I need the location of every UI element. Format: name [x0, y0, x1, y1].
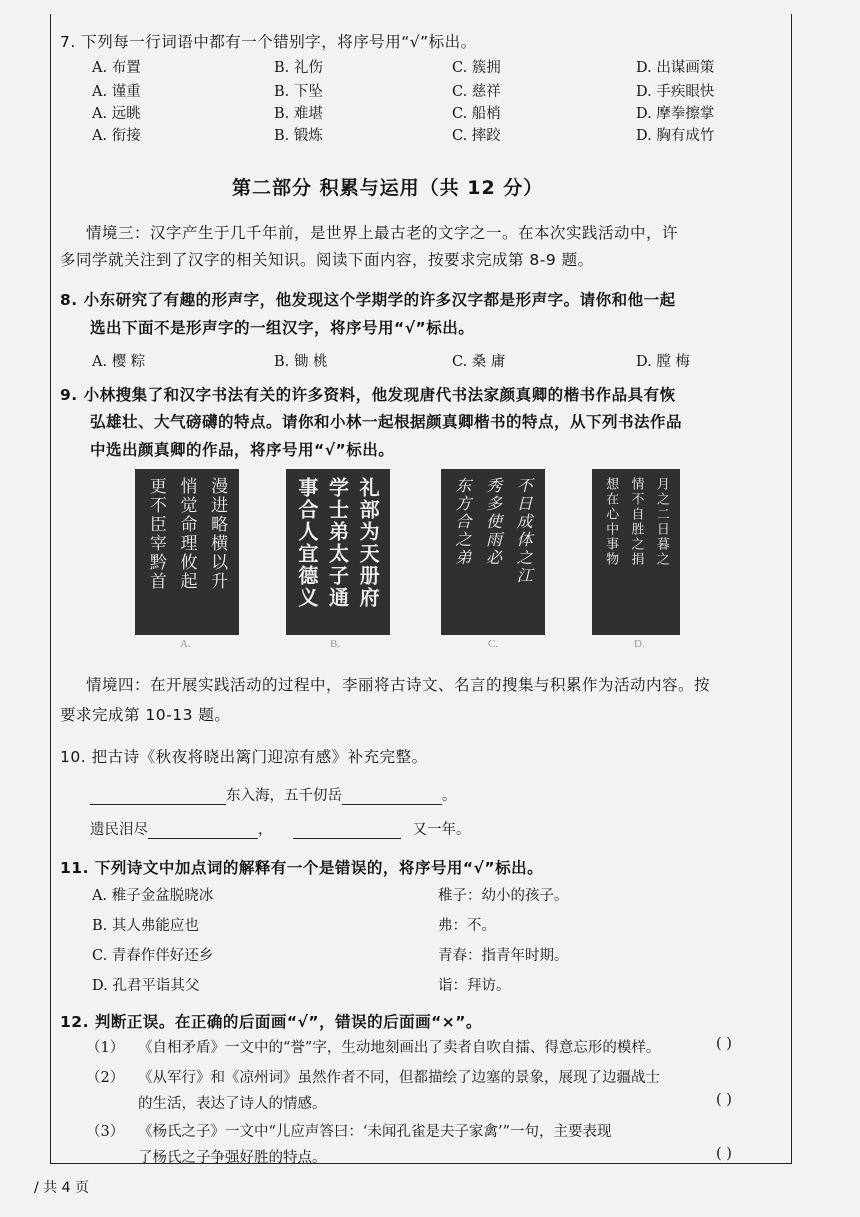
q11-item-a: A. 稚子金盆脱晓冰 — [92, 888, 214, 904]
q7-r2-d: D. 手疾眼快 — [636, 84, 715, 100]
calligraphy-b-col1: 礼部为天册府 — [356, 477, 381, 609]
q12-item1-num: （1） — [86, 1040, 125, 1056]
section-title: 第二部分 积累与运用（共 12 分） — [232, 177, 544, 199]
calligraphy-label-a: A. — [180, 638, 191, 650]
q8-option-c: C. 桑 庸 — [452, 354, 506, 370]
q12-item3-line1: 《杨氏之子》一文中“儿应声答曰：‘未闻孔雀是夫子家禽’”一句，主要表现 — [138, 1124, 612, 1140]
q12-item2-line1: 《从军行》和《凉州词》虽然作者不同，但都描绘了边塞的景象，展现了边疆战士 — [138, 1070, 660, 1086]
context4-line1: 情境四：在开展实践活动的过程中，李丽将古诗文、名言的搜集与积累作为活动内容。按 — [86, 676, 711, 694]
q9-stem-line2: 弘雄壮、大气磅礴的特点。请你和小林一起根据颜真卿楷书的特点，从下列书法作品 — [90, 413, 683, 431]
q7-stem: 7. 下列每一行词语中都有一个错别字，将序号用“√”标出。 — [60, 33, 477, 51]
q8-option-a: A. 樱 粽 — [92, 354, 146, 370]
calligraphy-d-col3: 想在心中事物 — [603, 477, 619, 567]
q7-r1-d: D. 出谋画策 — [636, 60, 715, 76]
calligraphy-a-col2: 悄觉命理攸起 — [176, 477, 197, 591]
q9-stem-line1: 9. 小林搜集了和汉字书法有关的许多资料，他发现唐代书法家颜真卿的楷书作品具有恢 — [60, 386, 676, 404]
q7-r3-c: C. 船梢 — [452, 106, 501, 122]
q8-stem-line2: 选出下面不是形声字的一组汉字，将序号用“√”标出。 — [90, 319, 475, 337]
q7-r3-a: A. 远眺 — [92, 106, 141, 122]
calligraphy-c-col3: 东方合之弟 — [452, 477, 472, 567]
page-footer: / 共 4 页 — [34, 1180, 89, 1196]
q10-line1-end: 。 — [442, 788, 457, 804]
q7-r4-d: D. 胸有成竹 — [636, 128, 715, 144]
q11-item-b-explain: 弗：不。 — [438, 918, 496, 934]
q12-item3-num: （3） — [86, 1124, 125, 1140]
q11-stem: 11. 下列诗文中加点词的解释有一个是错误的，将序号用“√”标出。 — [60, 859, 544, 877]
q11-item-d-explain: 诣：拜访。 — [438, 978, 511, 994]
q11-item-a-explain: 稚子：幼小的孩子。 — [438, 888, 569, 904]
q11-item-d: D. 孔君平诣其父 — [92, 978, 200, 994]
calligraphy-b-col3: 事合人宜德义 — [294, 477, 319, 609]
q7-r3-b: B. 难堪 — [274, 106, 323, 122]
calligraphy-image-a — [135, 469, 239, 635]
calligraphy-a-col1: 漫进略横以升 — [207, 477, 228, 591]
context3-line2: 多同学就关注到了汉字的相关知识。阅读下面内容，按要求完成第 8-9 题。 — [60, 251, 594, 269]
q9-stem-line3: 中选出颜真卿的作品，将序号用“√”标出。 — [90, 441, 395, 459]
q10-line2-end: 又一年。 — [412, 822, 471, 838]
q12-item2-num: （2） — [86, 1070, 125, 1086]
q10-blank-1[interactable] — [90, 790, 226, 805]
q7-r2-c: C. 慈祥 — [452, 84, 501, 100]
q12-item2-answer[interactable]: ( ) — [716, 1092, 732, 1108]
q8-option-d: D. 膛 梅 — [636, 354, 690, 370]
context3-line1: 情境三：汉字产生于几千年前，是世界上最古老的文字之一。在本次实践活动中，许 — [86, 224, 679, 242]
q7-r1-a: A. 布置 — [92, 60, 141, 76]
q10-blank-2[interactable] — [342, 790, 442, 805]
q12-item1-text: 《自相矛盾》一文中的“誉”字，生动地刻画出了卖者自吹自擂、得意忘形的模样。 — [138, 1040, 661, 1056]
q10-stem: 10. 把古诗《秋夜将晓出篱门迎凉有感》补充完整。 — [60, 748, 428, 766]
q7-r2-b: B. 下坠 — [274, 84, 323, 100]
q10-line1-text: 东入海，五千仞岳 — [226, 788, 342, 804]
calligraphy-c-col1: 不日成体之江 — [514, 477, 534, 585]
calligraphy-image-d — [592, 469, 680, 635]
q10-line2-comma: ， — [258, 822, 273, 838]
q8-stem-line1: 8. 小东研究了有趣的形声字，他发现这个学期学的许多汉字都是形声字。请你和他一起 — [60, 291, 676, 309]
q12-item1-answer[interactable]: ( ) — [716, 1036, 732, 1052]
q10-line2 — [90, 818, 471, 839]
calligraphy-a-col3: 更不臣宰黔首 — [145, 477, 166, 591]
q10-line1 — [90, 784, 457, 805]
calligraphy-c-col2: 秀多使雨必 — [483, 477, 503, 567]
q10-blank-3[interactable] — [148, 824, 258, 839]
q12-item3-answer[interactable]: ( ) — [716, 1146, 732, 1162]
calligraphy-d-col1: 月之二日暮之 — [653, 477, 669, 567]
q7-r4-c: C. 摔跤 — [452, 128, 501, 144]
q7-r1-c: C. 簇拥 — [452, 60, 501, 76]
q7-r2-a: A. 谨重 — [92, 84, 141, 100]
q7-r4-b: B. 锻炼 — [274, 128, 323, 144]
q11-item-c-explain: 青春：指青年时期。 — [438, 948, 569, 964]
calligraphy-image-c — [441, 469, 545, 635]
calligraphy-label-b: B. — [330, 638, 341, 650]
q11-item-b: B. 其人弗能应也 — [92, 918, 199, 934]
calligraphy-label-d: D. — [634, 638, 645, 650]
q7-r4-a: A. 衔接 — [92, 128, 141, 144]
q10-line2-text: 遗民泪尽 — [90, 822, 148, 838]
calligraphy-d-col2: 情不自胜之捐 — [628, 477, 644, 567]
calligraphy-label-c: C. — [488, 638, 499, 650]
q12-item2-line2: 的生活，表达了诗人的情感。 — [138, 1096, 327, 1112]
q7-r3-d: D. 摩拳擦掌 — [636, 106, 715, 122]
q7-r1-b: B. 礼伤 — [274, 60, 323, 76]
q12-item3-line2: 了杨氏之子争强好胜的特点。 — [138, 1150, 327, 1166]
q12-stem: 12. 判断正误。在正确的后面画“√”，错误的后面画“×”。 — [60, 1013, 482, 1031]
context4-line2: 要求完成第 10-13 题。 — [60, 706, 231, 724]
q10-blank-4[interactable] — [293, 824, 401, 839]
calligraphy-b-col2: 学士弟太子通 — [325, 477, 350, 609]
calligraphy-image-b — [286, 469, 390, 635]
q11-item-c: C. 青春作伴好还乡 — [92, 948, 214, 964]
q8-option-b: B. 锄 桃 — [274, 354, 328, 370]
